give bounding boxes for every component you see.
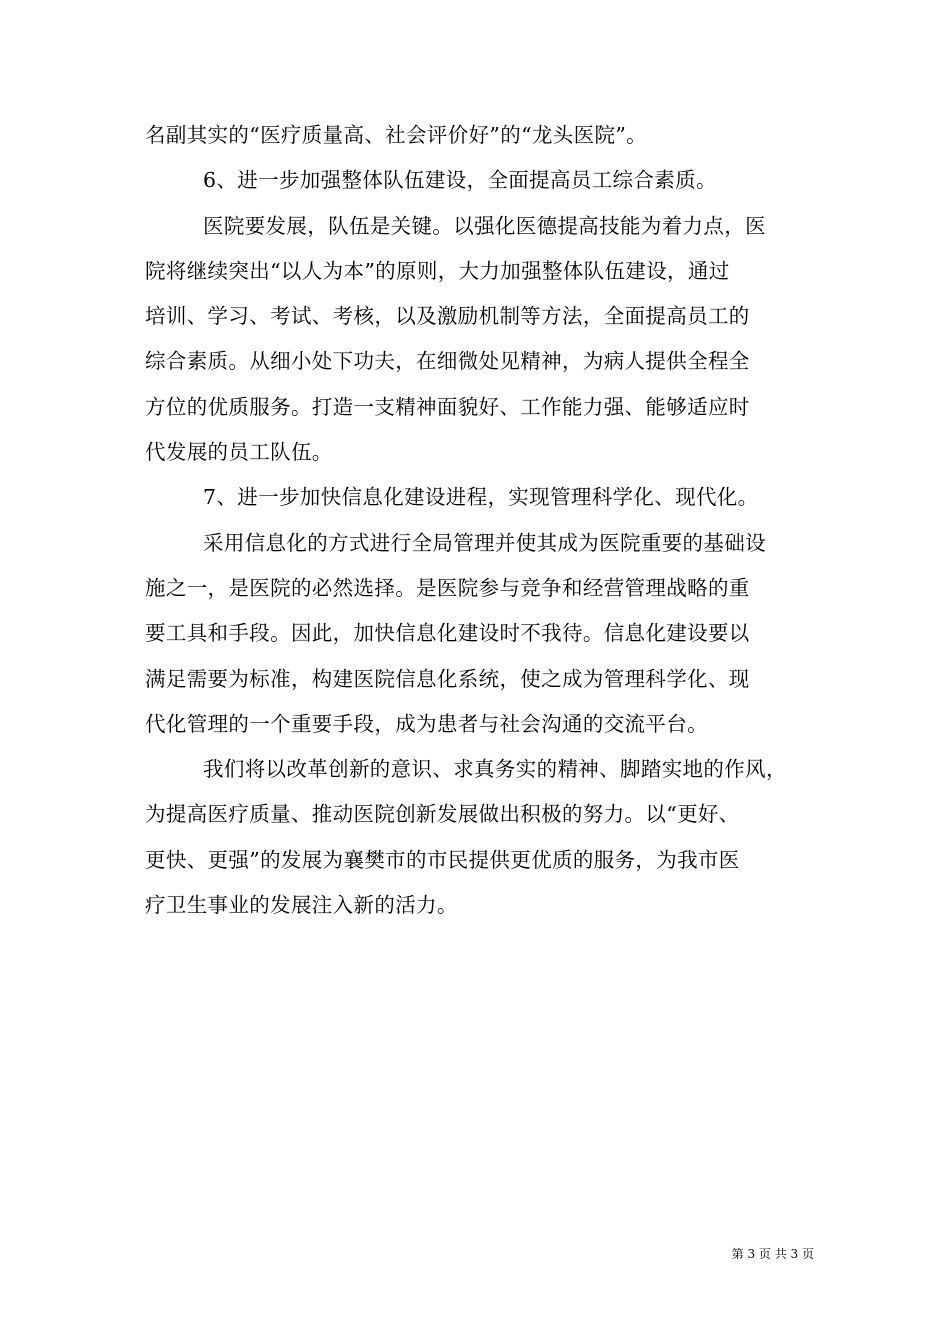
document-body [145, 113, 810, 928]
page-number-footer: 第 3 页 共 3 页 [731, 1247, 814, 1261]
paragraph-line: 培训、学习、考试、考核，以及激励机制等方法，全面提高员工的 [145, 304, 750, 329]
paragraph-line: 施之一，是医院的必然选择。是医院参与竞争和经营管理战略的重 [145, 575, 750, 600]
paragraph-line: 代发展的员工队伍。 [145, 440, 333, 465]
paragraph-line: 疗卫生事业的发展注入新的活力。 [145, 893, 458, 918]
paragraph-line: 方位的优质服务。打造一支精神面貌好、工作能力强、能够适应时 [145, 394, 750, 419]
paragraph-line: 综合素质。从细小处下功夫，在细微处见精神，为病人提供全程全 [145, 349, 750, 374]
paragraph-line: 为提高医疗质量、推动医院创新发展做出积极的努力。以“更好、 [145, 802, 740, 827]
paragraph-line: 医院要发展，队伍是关键。以强化医德提高技能为着力点，医 [203, 213, 766, 238]
section-heading-6: 6、进一步加强整体队伍建设，全面提高员工综合素质。 [203, 168, 717, 193]
paragraph-line: 要工具和手段。因此，加快信息化建设时不我待。信息化建设要以 [145, 621, 750, 646]
paragraph-line: 院将继续突出“以人为本”的原则，大力加强整体队伍建设，通过 [145, 258, 730, 283]
paragraph-line: 代化管理的一个重要手段，成为患者与社会沟通的交流平台。 [145, 711, 708, 736]
text-line: 名副其实的“医疗质量高、社会评价好”的“龙头医院”。 [145, 123, 648, 147]
paragraph-line: 更快、更强”的发展为襄樊市的市民提供更优质的服务，为我市医 [145, 847, 740, 872]
section-heading-7: 7、进一步加快信息化建设进程，实现管理科学化、现代化。 [203, 485, 759, 510]
paragraph-line: 采用信息化的方式进行全局管理并使其成为医院重要的基础设 [203, 530, 766, 555]
paragraph-line: 满足需要为标准，构建医院信息化系统，使之成为管理科学化、现 [145, 666, 750, 691]
paragraph-line: 我们将以改革创新的意识、求真务实的精神、脚踏实地的作风， [203, 757, 787, 782]
